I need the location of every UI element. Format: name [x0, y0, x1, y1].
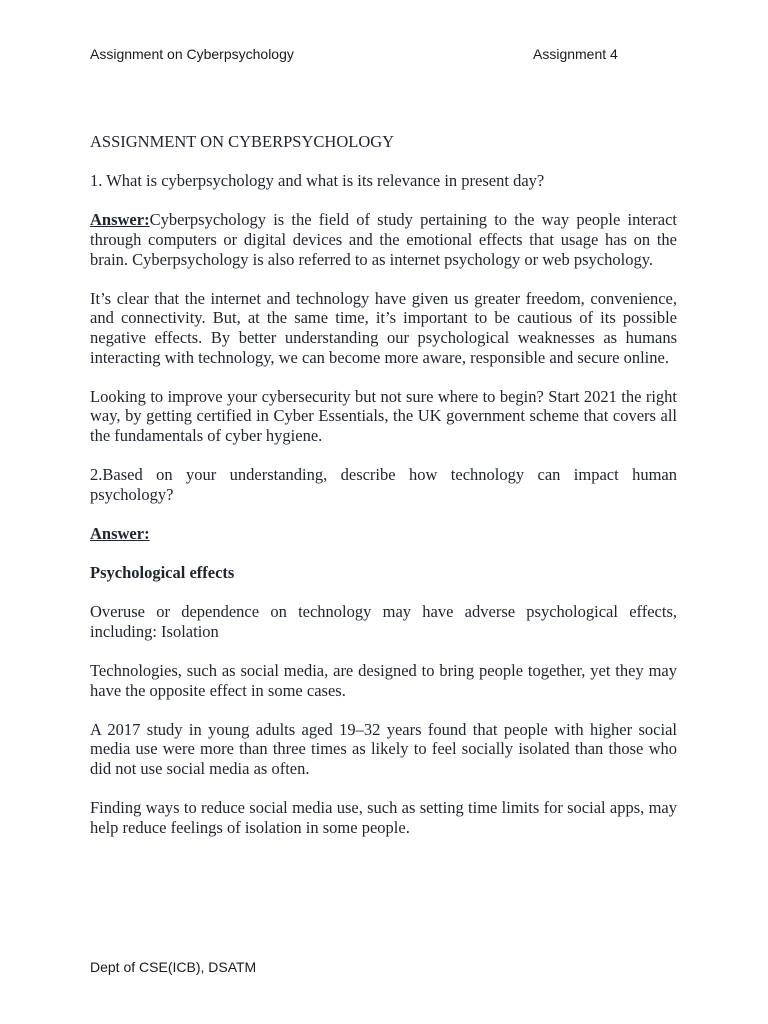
- answer-label: Answer:: [90, 210, 150, 230]
- answer-label: Answer:: [90, 523, 150, 543]
- answer-2-label: [90, 524, 677, 544]
- subheading-psychological-effects: Psychological effects: [90, 563, 235, 583]
- answer-2-paragraph-1: Overuse or dependence on technology may have adverse psychological effects, including: Isolation: [90, 602, 677, 641]
- answer-1-text: Cyberpsychology is the field of study pertaining to the way people interact through computers or digital devices and the emotional effects that usage has on the brain. Cyberpsychology is also referred to as internet psychology or web psychology.: [90, 210, 677, 269]
- page-title: ASSIGNMENT ON CYBERPSYCHOLOGY: [90, 132, 395, 151]
- header-left: Assignment on Cyberpsychology: [90, 46, 294, 62]
- answer-2-paragraph-3: A 2017 study in young adults aged 19–32 years found that people with higher social media use were more than three times as likely to feel socially isolated than those who did not use social media as often.: [90, 719, 677, 778]
- footer: Dept of CSE(ICB), DSATM: [90, 959, 257, 975]
- header-right: Assignment 4: [533, 46, 618, 62]
- answer-2-paragraph-2: Technologies, such as social media, are designed to bring people together, yet they may have the opposite effect in some cases.: [90, 661, 677, 700]
- question-2: 2.Based on your understanding, describe how technology can impact human psychology?: [90, 465, 677, 504]
- question-1: 1. What is cyberpsychology and what is its relevance in present day?: [90, 171, 545, 191]
- answer-1-paragraph-1: [90, 210, 677, 269]
- answer-1-paragraph-2: It’s clear that the internet and technology have given us greater freedom, convenience, and connectivity. But, at the same time, it’s important to be cautious of its possible negative effects. By better understanding our psychological weaknesses as humans interacting with technology, we can become more aware, responsible and secure online.: [90, 288, 677, 367]
- document-body: [90, 132, 677, 857]
- answer-1-paragraph-3: Looking to improve your cybersecurity but not sure where to begin? Start 2021 the right way, by getting certified in Cyber Essentials, the UK government scheme that covers all the fundamentals of cyber hygiene.: [90, 386, 677, 445]
- answer-2-paragraph-4: Finding ways to reduce social media use, such as setting time limits for social apps, may help reduce feelings of isolation in some people.: [90, 798, 677, 837]
